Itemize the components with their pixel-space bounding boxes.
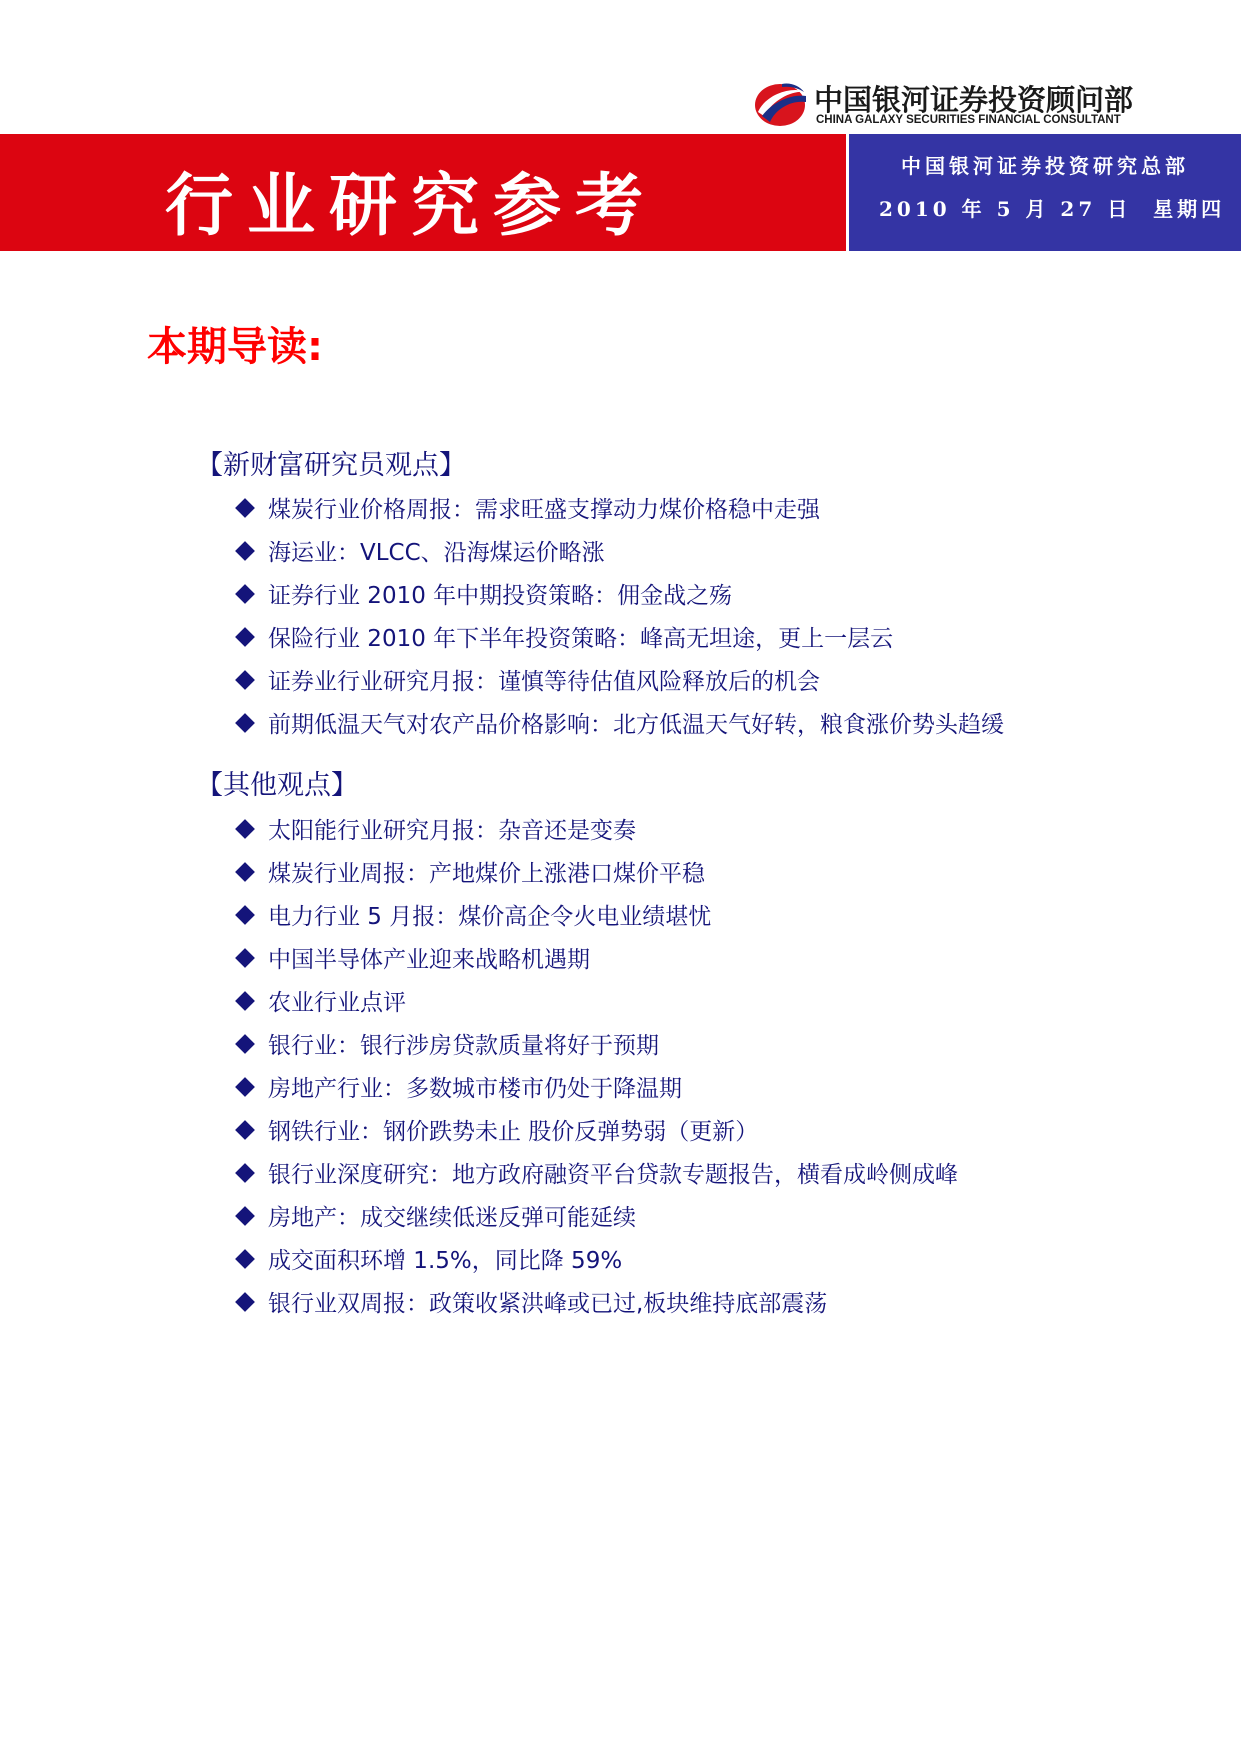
- list-item[interactable]: [235, 1111, 958, 1154]
- diamond-bullet-icon: [235, 713, 255, 733]
- list-item-text: 农业行业点评: [268, 990, 406, 1016]
- logo-chinese-name: 中国银河证券投资顾问部: [814, 83, 1134, 117]
- list-item-text: 银行业深度研究：地方政府融资平台贷款专题报告，横看成岭侧成峰: [268, 1162, 958, 1188]
- list-item-text: 中国半导体产业迎来战略机遇期: [268, 947, 590, 973]
- list-item[interactable]: [235, 1240, 958, 1283]
- list-item-text: 房地产：成交继续低迷反弹可能延续: [268, 1205, 636, 1231]
- logo-english-name: CHINA GALAXY SECURITIES FINANCIAL CONSULTANT: [816, 114, 1121, 126]
- list-item[interactable]: [235, 489, 1004, 532]
- diamond-bullet-icon: [235, 1292, 255, 1312]
- department-name: 中国银河证券投资研究总部: [901, 154, 1189, 178]
- diamond-bullet-icon: [235, 584, 255, 604]
- diamond-bullet-icon: [235, 1206, 255, 1226]
- diamond-bullet-icon: [235, 948, 255, 968]
- diamond-bullet-icon: [235, 498, 255, 518]
- diamond-bullet-icon: [235, 1163, 255, 1183]
- list-item-text: 煤炭行业价格周报：需求旺盛支撑动力煤价格稳中走强: [268, 497, 820, 523]
- list-item-text: 前期低温天气对农产品价格影响：北方低温天气好转，粮食涨价势头趋缓: [268, 712, 1004, 738]
- list-item-text: 银行业：银行涉房贷款质量将好于预期: [268, 1033, 659, 1059]
- section-list-other: [235, 810, 958, 1326]
- list-item[interactable]: [235, 661, 1004, 704]
- diamond-bullet-icon: [235, 905, 255, 925]
- list-item-text: 银行业双周报：政策收紧洪峰或已过,板块维持底部震荡: [268, 1291, 828, 1317]
- list-item[interactable]: [235, 1197, 958, 1240]
- intro-heading: 本期导读:: [147, 324, 323, 370]
- banner-title-panel: [0, 134, 846, 251]
- list-item[interactable]: [235, 704, 1004, 747]
- list-item-text: 房地产行业：多数城市楼市仍处于降温期: [268, 1076, 682, 1102]
- list-item-text: 钢铁行业：钢价跌势未止 股价反弹势弱（更新）: [268, 1119, 759, 1145]
- list-item[interactable]: [235, 896, 958, 939]
- header-banner: [0, 134, 1241, 251]
- publication-title: 行业研究参考: [165, 166, 658, 246]
- galaxy-logo-icon: [752, 78, 808, 128]
- list-item-text: 证券业行业研究月报：谨慎等待估值风险释放后的机会: [268, 669, 820, 695]
- list-item[interactable]: [235, 618, 1004, 661]
- section-heading-other: 【其他观点】: [196, 770, 358, 801]
- list-item[interactable]: [235, 1068, 958, 1111]
- diamond-bullet-icon: [235, 670, 255, 690]
- list-item[interactable]: [235, 853, 958, 896]
- list-item-text: 海运业：VLCC、沿海煤运价略涨: [268, 540, 605, 566]
- diamond-bullet-icon: [235, 1120, 255, 1140]
- diamond-bullet-icon: [235, 819, 255, 839]
- list-item-text: 煤炭行业周报：产地煤价上涨港口煤价平稳: [268, 861, 705, 887]
- diamond-bullet-icon: [235, 541, 255, 561]
- diamond-bullet-icon: [235, 1249, 255, 1269]
- list-item[interactable]: [235, 532, 1004, 575]
- diamond-bullet-icon: [235, 1034, 255, 1054]
- section-heading-new-fortune: 【新财富研究员观点】: [196, 450, 466, 481]
- list-item-text: 太阳能行业研究月报：杂音还是变奏: [268, 818, 636, 844]
- banner-info-panel: [849, 134, 1241, 251]
- list-item[interactable]: [235, 1025, 958, 1068]
- diamond-bullet-icon: [235, 627, 255, 647]
- list-item[interactable]: [235, 575, 1004, 618]
- list-item[interactable]: [235, 810, 958, 853]
- list-item-text: 证券行业 2010 年中期投资策略：佣金战之殇: [268, 583, 733, 609]
- list-item-text: 电力行业 5 月报：煤价高企令火电业绩堪忧: [268, 904, 712, 930]
- company-logo: [752, 74, 1152, 134]
- list-item[interactable]: [235, 1154, 958, 1197]
- list-item[interactable]: [235, 982, 958, 1025]
- issue-date: 2010 年 5 月 27 日 星期四: [879, 197, 1226, 221]
- list-item-text: 保险行业 2010 年下半年投资策略：峰高无坦途，更上一层云: [268, 626, 894, 652]
- list-item[interactable]: [235, 939, 958, 982]
- list-item-text: 成交面积环增 1.5%，同比降 59%: [268, 1248, 623, 1274]
- list-item[interactable]: [235, 1283, 958, 1326]
- diamond-bullet-icon: [235, 862, 255, 882]
- diamond-bullet-icon: [235, 1077, 255, 1097]
- section-list-new-fortune: [235, 489, 1004, 747]
- diamond-bullet-icon: [235, 991, 255, 1011]
